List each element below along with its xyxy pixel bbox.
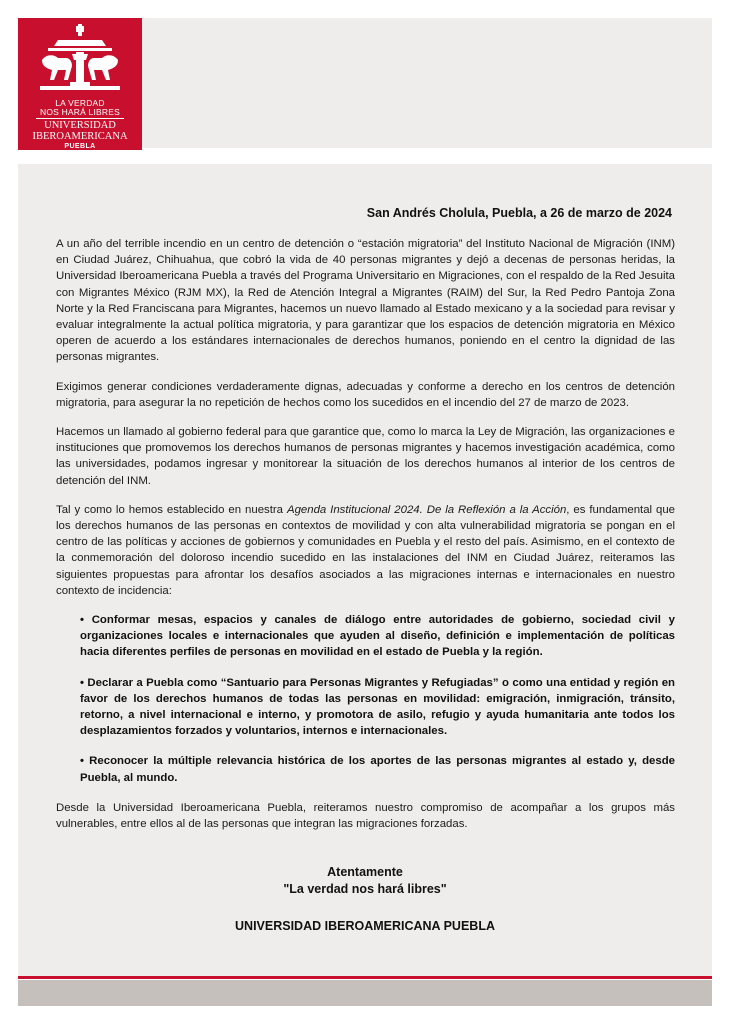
paragraph-5: Desde la Universidad Iberoamericana Puebla, reiteramos nuestro compromiso de acompañar a los grupos más vulnerables, entre ellos al de las personas que integran las migraciones forzadas. [56,801,675,831]
paragraph-4 [56,502,675,599]
logo-motto-line1: LA VERDAD [55,98,105,108]
logo-name-line1: UNIVERSIDAD [44,120,116,131]
letter-text [56,236,675,845]
paragraph-4-lead: Tal y como lo hemos establecido en nuestra [56,503,287,516]
signature-organization: UNIVERSIDAD IBEROAMERICANA PUEBLA [235,919,495,933]
paragraph-1: A un año del terrible incendio en un centro de detención o “estación migratoria” del Instituto Nacional de Migración (INM) en Ciudad Juárez, Chihuahua, que cobró la vida de 40 personas migrantes y dejó a decenas de personas heridas, la Universidad Iberoamericana Puebla a través del Programa Universitario en Migraciones, con el respaldo de la Red Jesuita con Migrantes México (RJM MX), la Red de Atención Integral a Migrantes (RAIM) del Sur, la Red Pedro Pantoja Zona Norte y la Red Franciscana para Migrantes, hacemos un nuevo llamado al Estado mexicano y a la sociedad para revisar y evaluar integralmente la actual política migratoria, y para garantizar que los espacios de detención migratoria en México operen de acuerdo a los estándares internacionales de derechos humanos, poniendo en el centro la dignidad de las personas migrantes. [56,238,675,364]
proposal-bullet-1: • Conformar mesas, espacios y canales de diálogo entre autoridades de gobierno, sociedad civil y organizaciones locales e internacionales que ayuden al diseño, definición e implementación de políticas hacia diferentes perfiles de personas en movilidad en el estado de Puebla y la región. [80,614,675,659]
university-crest-icon [36,24,124,96]
paragraph-3: Hacemos un llamado al gobierno federal para que garantice que, como lo marca la Ley de Migración, las organizaciones e instituciones que promovemos los derechos humanos de personas migrantes y hacemos investigación académica, como las universidades, podamos ingresar y monitorear la situación de los derechos humanos al interior de los centros de detención del INM. [56,426,675,487]
letter-body [18,164,712,976]
logo-divider [36,118,124,119]
closing-salutation: Atentamente [327,865,403,879]
paragraph-2: Exigimos generar condiciones verdaderamente dignas, adecuadas y conforme a derecho en los centros de detención migratoria, para asegurar la no repetición de hechos como los sucedidos en el incendio del 27 de marzo de 2023. [56,380,675,409]
footer-accent-line [18,976,712,979]
letter-date: San Andrés Cholula, Puebla, a 26 de marzo de 2024 [366,206,672,220]
logo-name-line2: IBEROAMERICANA [32,131,128,142]
closing-motto: "La verdad nos hará libres" [283,882,447,896]
logo-motto-line2: NOS HARÁ LIBRES [40,107,120,117]
proposal-bullet-2: • Declarar a Puebla como “Santuario para Personas Migrantes y Refugiadas” o como una entidad y región en favor de los derechos humanos de todas las personas en movilidad: emigración, inmigración, tránsito, retorno, a nivel internacional e interno, y promotora de asilo, refugio y ayuda humanitaria ante todos los desplazamientos forzados y voluntarios, internos e internacionales. [80,676,675,738]
logo-city: PUEBLA [64,143,96,150]
university-logo [18,18,142,150]
footer-band [18,980,712,1006]
letter-closing [18,864,712,935]
agenda-title: Agenda Institucional 2024. De la Reflexión a la Acción [286,503,567,516]
paragraph-4-rest: , es fundamental que los derechos humanos de las personas en contextos de movilidad y con alta vulnerabilidad migratoria se pongan en el centro de las políticas y acciones de gobiernos y comunidades en Puebla y el resto del país. Asimismo, en el contexto de la conmemoración del doloroso incendio sucedido en las instalaciones del INM en Ciudad Juárez, reiteramos las siguientes propuestas para afrontar los desafíos asociados a las migraciones internas e internacionales en nuestro contexto de incidencia: [56,503,676,597]
proposal-bullet-3: • Reconocer la múltiple relevancia histórica de los aportes de las personas migrantes al estado y, desde Puebla, al mundo. [80,755,675,784]
